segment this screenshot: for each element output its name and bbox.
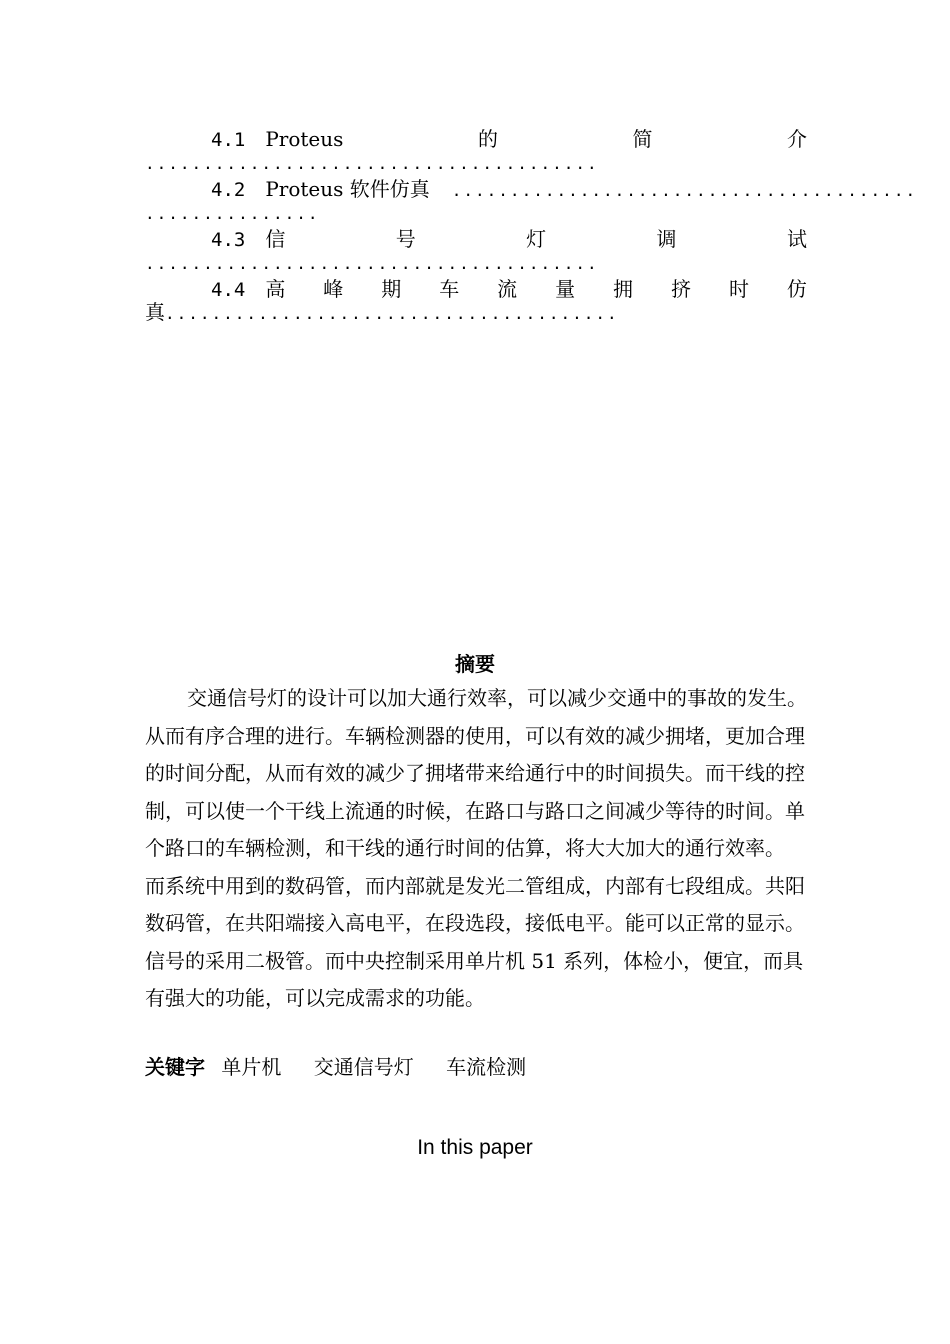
keyword-item: 交通信号灯 <box>313 1055 414 1079</box>
keyword-item: 单片机 <box>221 1055 282 1079</box>
toc-number: 4.2 <box>211 179 246 201</box>
table-of-contents <box>145 122 918 324</box>
toc-title-char: 高 <box>265 277 286 301</box>
toc-title <box>265 274 807 304</box>
toc-entry-leader-line <box>145 252 615 272</box>
toc-title-char: 灯 <box>526 227 547 251</box>
toc-title-char: 介 <box>787 127 807 151</box>
abstract-heading: 摘要 <box>455 652 495 676</box>
toc-number: 4.3 <box>211 229 246 251</box>
toc-title <box>265 124 807 154</box>
keywords-line <box>145 1050 552 1084</box>
toc-title-char: 挤 <box>671 277 691 301</box>
toc-entry-4-2[interactable] <box>145 172 918 223</box>
toc-entry-line <box>211 224 807 254</box>
toc-entry-leader-line <box>145 300 619 324</box>
toc-title <box>265 224 807 254</box>
toc-leader-dots: ....................................... <box>145 254 599 273</box>
toc-leader-dots: ............... <box>145 204 320 223</box>
toc-number: 4.1 <box>211 129 246 151</box>
toc-title-word: Proteus <box>265 127 344 151</box>
toc-title: Proteus 软件仿真 <box>265 177 430 201</box>
toc-title-char: 信 <box>265 227 286 251</box>
abstract-paragraph: 而系统中用到的数码管，而内部就是发光二管组成，内部有七段组成。共阳数码管，在共阳端接入高电平，在段选段，接低电平。能可以正常的显示。信号的采用二极管。而中央控制采用单片机 51 系列，体检小，便宜，而具有强大的功能，可以完成需求的功能。 <box>145 873 805 1010</box>
toc-entry-4-3[interactable] <box>145 222 807 272</box>
toc-title-char: 的 <box>477 127 498 151</box>
toc-leader-dots: ....................................... <box>165 304 619 323</box>
toc-title-char: 简 <box>632 127 653 151</box>
keywords-label: 关键字 <box>145 1055 205 1079</box>
toc-title-char: 量 <box>555 277 576 301</box>
toc-title-char: 车 <box>439 277 460 301</box>
toc-entry-line <box>211 274 807 304</box>
toc-title-char: 真 <box>145 300 165 324</box>
toc-title-char: 调 <box>656 227 677 251</box>
toc-title-char: 仿 <box>786 277 807 301</box>
toc-title-char: 期 <box>381 277 402 301</box>
abstract-body <box>145 680 817 1018</box>
toc-title-char: 拥 <box>613 277 634 301</box>
toc-title-char: 时 <box>728 277 749 301</box>
toc-entry-line <box>211 124 807 154</box>
toc-entry-leader-line <box>145 152 615 172</box>
toc-entry-4-4[interactable] <box>145 272 807 322</box>
toc-title-char: 流 <box>497 277 518 301</box>
toc-entry-line <box>211 174 918 204</box>
toc-number: 4.4 <box>211 279 246 301</box>
english-abstract-heading: In this paper <box>417 1136 533 1159</box>
toc-leader-dots: ....................................... <box>145 154 599 173</box>
toc-title-char: 试 <box>786 227 807 251</box>
toc-entry-4-1[interactable] <box>145 122 807 172</box>
keyword-item: 车流检测 <box>446 1055 527 1079</box>
toc-title-char: 号 <box>395 227 416 251</box>
toc-entry-leader-line <box>145 202 615 222</box>
abstract-paragraph: 交通信号灯的设计可以加大通行效率，可以减少交通中的事故的发生。从而有序合理的进行。车辆检测器的使用，可以有效的减少拥堵，更加合理的时间分配，从而有效的减少了拥堵带来给通行中的时间损失。而干线的控制，可以使一个干线上流通的时候，在路口与路口之间减少等待的时间。单个路口的车辆检测，和干线的通行时间的估算，将大大加大的通行效率。 <box>145 686 807 860</box>
toc-title-char: 峰 <box>323 277 344 301</box>
toc-leader-dots: ........................................ <box>451 181 918 200</box>
